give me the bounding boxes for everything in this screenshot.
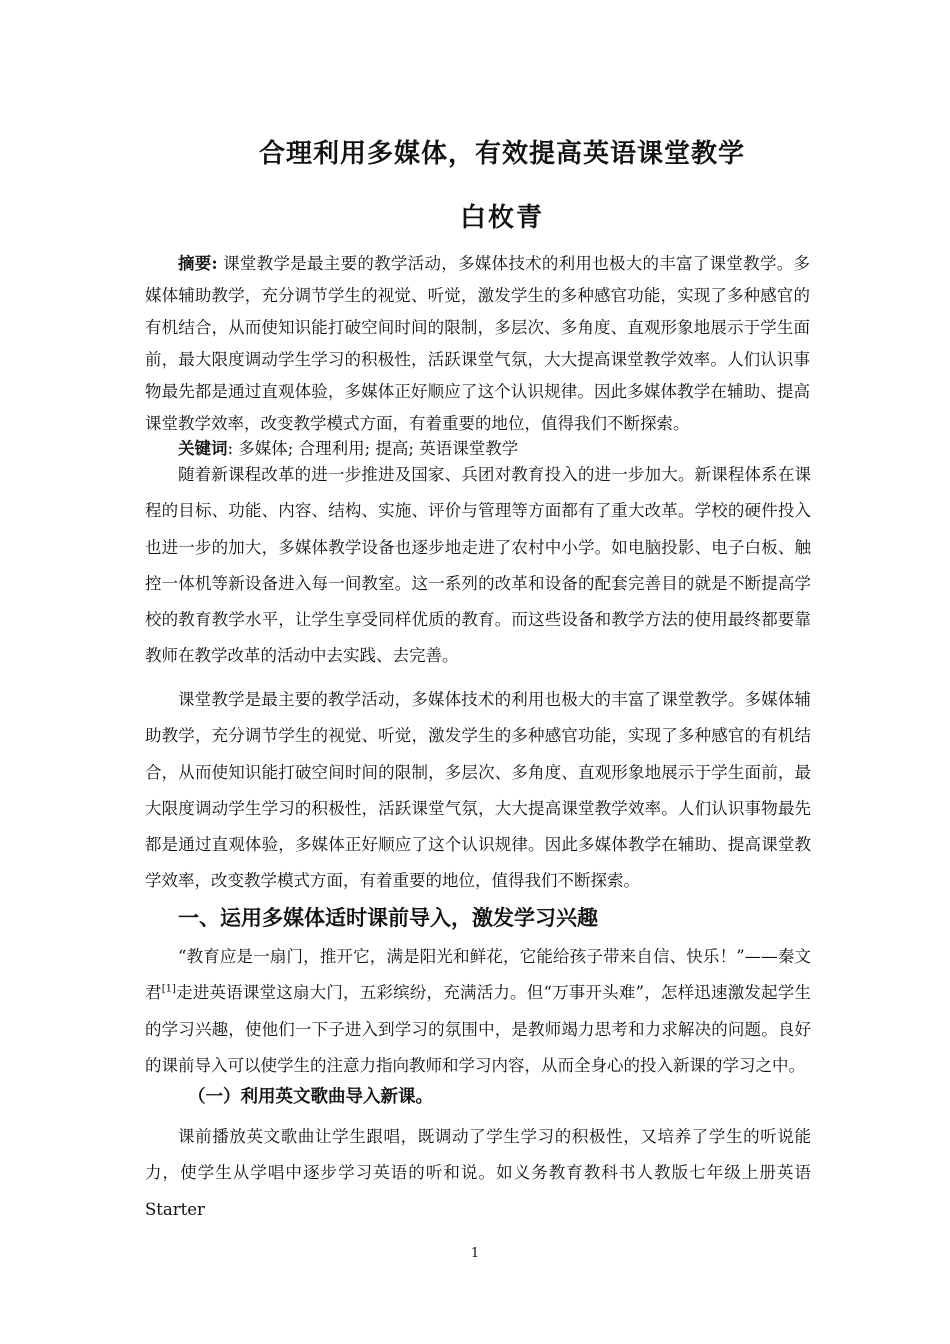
section-heading-1: 一、运用多媒体适时课前导入，激发学习兴趣 bbox=[178, 905, 598, 930]
citation-ref[interactable]: [1] bbox=[161, 983, 176, 995]
body-paragraph-1: 随着新课程改革的进一步推进及国家、兵团对教育投入的进一步加大。新课程体系在课程的目标、功能、内容、结构、实施、评价与管理等方面都有了重大改革。学校的硬件投入也进一步的加大，多媒体教学设备也逐步地走进了农村中小学。如电脑投影、电子白板、触控一体机等新设备进入每一间教室。这一系列的改革和设备的配套完善目的就是不断提高学校的教育教学水平，让学生享受同样优质的教育。而这些设备和教学方法的使用最终都要靠教师在教学改革的活动中去实践、去完善。 bbox=[145, 465, 811, 666]
body-paragraph-3 bbox=[145, 939, 811, 1084]
body-paragraph-2: 课堂教学是最主要的教学活动，多媒体技术的利用也极大的丰富了课堂教学。多媒体辅助教学，充分调节学生的视觉、听觉，激发学生的多种感官功能，实现了多种感官的有机结合，从而使知识能打破空间时间的限制，多层次、多角度、直观形象地展示于学生面前，最大限度调动学生学习的积极性，活跃课堂气氛，大大提高课堂教学效率。人们认识事物最先都是通过直观体验，多媒体正好顺应了这个认识规律。因此多媒体教学在辅助、提高课堂教学效率，改变教学模式方面，有着重要的地位，值得我们不断探索。 bbox=[145, 690, 811, 891]
document-title: 合理利用多媒体，有效提高英语课堂教学 bbox=[258, 139, 745, 169]
subsection-heading-1: （一）利用英文歌曲导入新课。 bbox=[188, 1087, 433, 1107]
abstract-text: 课堂教学是最主要的教学活动，多媒体技术的利用也极大的丰富了课堂教学。多媒体辅助教学，充分调节学生的视觉、听觉，激发学生的多种感官功能，实现了多种感官的有机结合，从而使知识能打破空间时间的限制，多层次、多角度、直观形象地展示于学生面前，最大限度调动学生学习的积极性，活跃课堂气氛，大大提高课堂教学效率。人们认识事物最先都是通过直观体验，多媒体正好顺应了这个认识规律。因此多媒体教学在辅助、提高课堂教学效率，改变教学模式方面，有着重要的地位，值得我们不断探索。 bbox=[145, 254, 810, 433]
page-number: 1 bbox=[470, 1246, 480, 1261]
keywords-label: 关键词 bbox=[178, 439, 228, 458]
quote-text: “教育应是一扇门，推开它，满是阳光和鲜花，它能给孩子带来自信、快乐！”——秦文君 bbox=[145, 947, 811, 1003]
keywords-text: : 多媒体; 合理利用; 提高; 英语课堂教学 bbox=[227, 439, 519, 458]
document-author: 白枚青 bbox=[459, 203, 544, 233]
abstract-paragraph bbox=[145, 248, 810, 440]
paragraph-3-text: 走进英语课堂这扇大门，五彩缤纷，充满活力。但“万事开头难”，怎样迅速激发起学生的学习兴趣，使他们一下子进入到学习的氛围中，是教师竭力思考和力求解决的问题。良好的课前导入可以使学生的注意力指向教师和学习内容，从而全身心的投入新课的学习之中。 bbox=[145, 983, 811, 1075]
body-paragraph-4: 课前播放英文歌曲让学生跟唱，既调动了学生学习的积极性，又培养了学生的听说能力，使学生从学唱中逐步学习英语的听和说。如义务教育教科书人教版七年级上册英语 Starter bbox=[145, 1127, 811, 1219]
abstract-label: 摘要: bbox=[178, 254, 218, 273]
